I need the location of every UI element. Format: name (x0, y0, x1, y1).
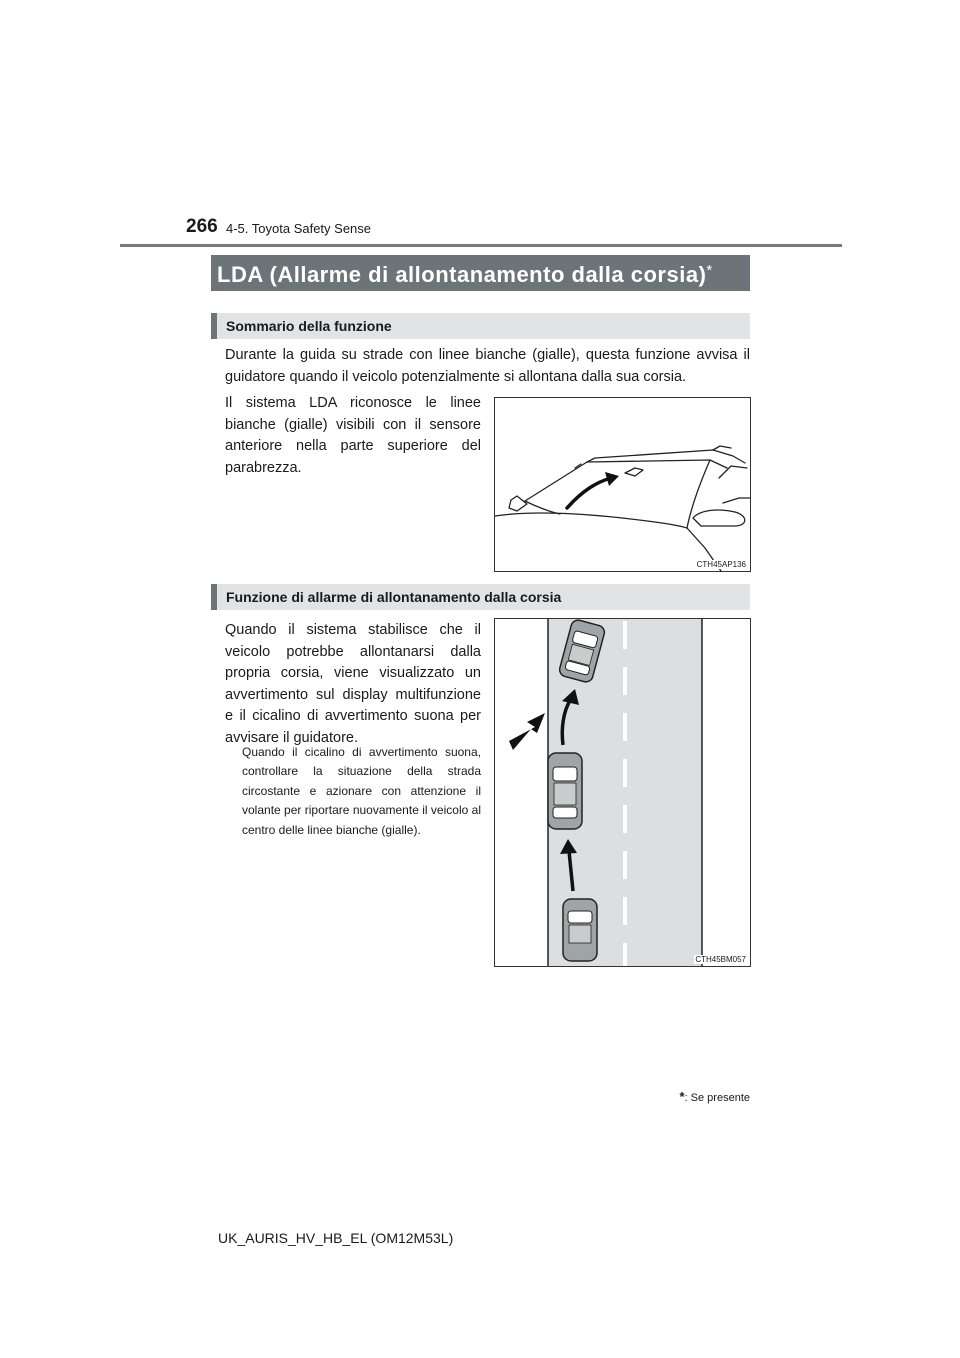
figure-code: CTH45AP136 (696, 560, 746, 569)
lane-departure-illustration (495, 619, 750, 966)
section-heading-alarm (211, 584, 750, 610)
header-divider (120, 244, 842, 247)
page-title (211, 255, 750, 291)
title-footnote-marker: * (706, 262, 713, 279)
intro-paragraph: Durante la guida su strade con linee bianche (gialle), questa funzione avvisa il guidatore quando il veicolo potenzialmente si allontana dalla sua corsia. (225, 347, 750, 385)
document-code: UK_AURIS_HV_HB_EL (OM12M53L) (218, 1230, 454, 1246)
section-heading-overview (211, 313, 750, 339)
warning-note: Quando il cicalino di avvertimento suona, controllare la situazione della strada circostante e azionare con attenzione il volante per riportare nuovamente il veicolo al centro delle linee bianche (gialle). (242, 745, 481, 837)
section-heading-overview-text: Sommario della funzione (226, 318, 392, 334)
warning-buzzer-icon (509, 713, 545, 750)
sensor-paragraph: Il sistema LDA riconosce le linee bianche (gialle) visibili con il sensore anteriore nella parte superiore del parabrezza. (225, 395, 481, 476)
heading-accent-bar (211, 584, 217, 610)
heading-accent-bar (211, 313, 217, 339)
page-number: 266 (186, 216, 218, 237)
car-middle (548, 753, 582, 829)
footnote-text: : Se presente (684, 1092, 750, 1104)
alarm-paragraph: Quando il sistema stabilisce che il veicolo potrebbe allontanarsi dalla propria corsia, viene visualizzato un avvertimento sul display multifunzione e il cicalino di avvertimento suona per avvisare il guidatore. (225, 622, 481, 746)
page-title-text: LDA (Allarme di allontanamento dalla corsia) (217, 262, 707, 287)
section-heading-alarm-text: Funzione di allarme di allontanamento dalla corsia (226, 589, 562, 605)
windshield-sensor-figure (494, 397, 751, 572)
footnote-marker: * (679, 1089, 685, 1104)
section-reference: 4-5. Toyota Safety Sense (226, 221, 372, 236)
car-bottom (563, 899, 597, 961)
lane-departure-figure (494, 618, 751, 967)
windshield-illustration (495, 398, 750, 571)
footnote (680, 1089, 751, 1104)
figure-code: CTH45BM057 (695, 955, 746, 964)
